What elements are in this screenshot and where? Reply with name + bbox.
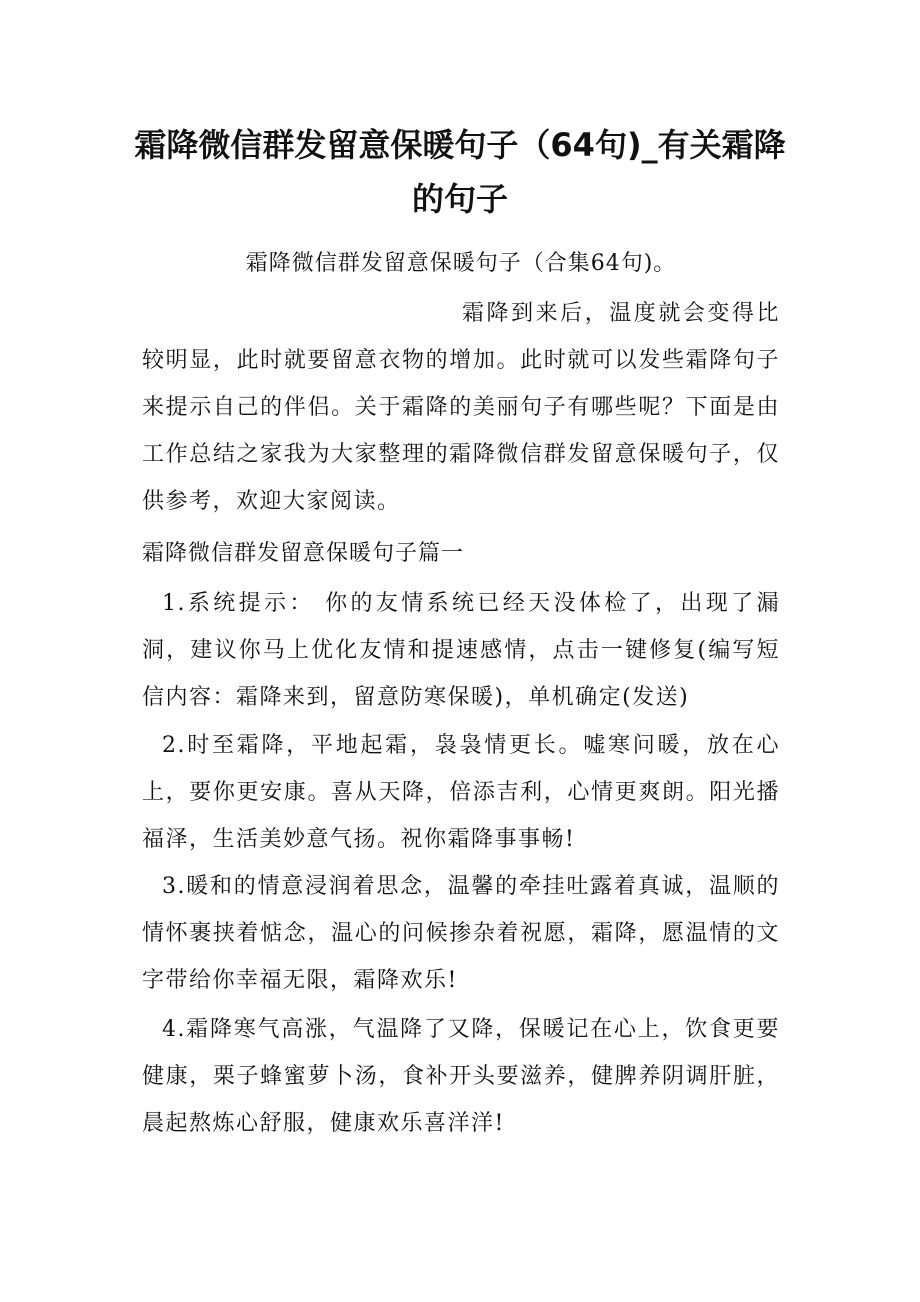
- document-subtitle: 霜降微信群发留意保暖句子（合集64句)。: [245, 251, 677, 276]
- list-item: 4.霜降寒气高涨，气温降了又降，保暖记在心上，饮食更要健康，栗子蜂蜜萝卜汤，食补开头要滋养，健脾养阴调肝脏，晨起熬炼心舒服，健康欢乐喜洋洋!: [142, 1017, 780, 1136]
- document-title: 霜降微信群发留意保暖句子（64句)_有关霜降的句子: [134, 126, 786, 218]
- list-item: 3.暖和的情意浸润着思念，温馨的牵挂吐露着真诚，温顺的情怀裹挟着惦念，温心的问候掺杂着祝愿，霜降，愿温情的文字带给你幸福无限，霜降欢乐!: [142, 874, 780, 993]
- list-item: 2.时至霜降，平地起霜，袅袅情更长。嘘寒问暖，放在心上，要你更安康。喜从天降，倍添吉利，心情更爽朗。阳光播福泽，生活美妙意气扬。祝你霜降事事畅!: [142, 733, 780, 852]
- list-item: 1.系统提示： 你的友情系统已经天没体检了，出现了漏洞，建议你马上优化友情和提速感情，点击一键修复(编写短信内容：霜降来到，留意防寒保暖)，单机确定(发送): [142, 591, 780, 710]
- intro-paragraph: 霜降到来后，温度就会变得比较明显，此时就要留意衣物的增加。此时就可以发些霜降句子来提示自己的伴侣。关于霜降的美丽句子有哪些呢？下面是由工作总结之家我为大家整理的霜降微信群发留意保暖句子，仅供参考，欢迎大家阅读。: [142, 301, 780, 514]
- section-heading: 霜降微信群发留意保暖句子篇一: [142, 541, 465, 566]
